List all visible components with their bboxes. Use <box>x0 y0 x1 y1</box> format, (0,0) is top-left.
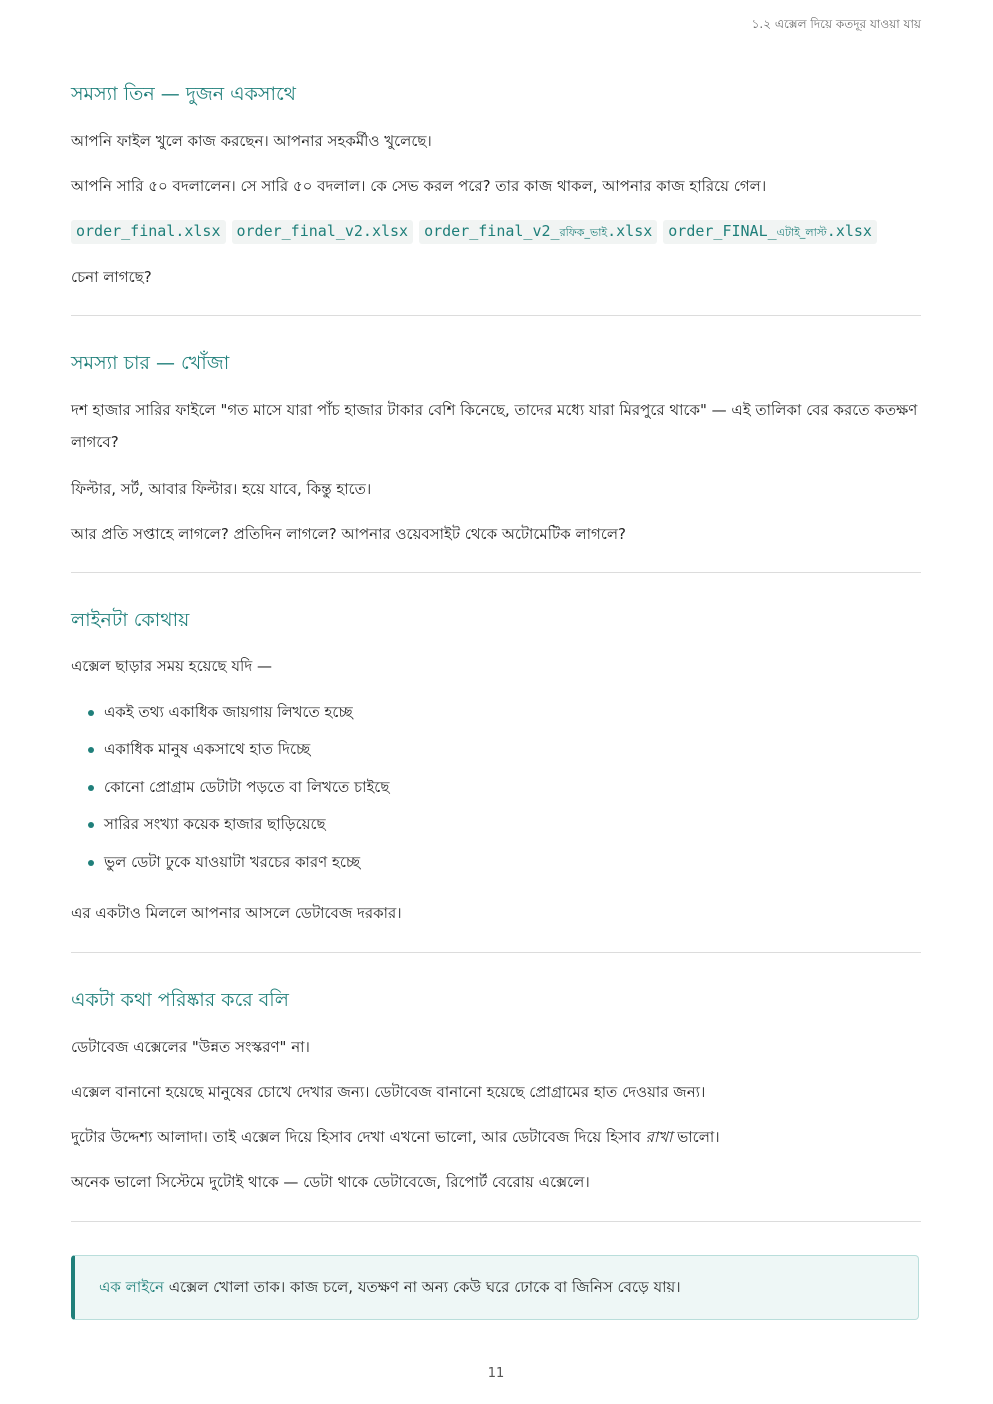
list-item: কোনো প্রোগ্রাম ডেটাটা পড়তে বা লিখতে চাইছে <box>71 769 389 806</box>
criteria-list <box>71 694 389 881</box>
list-item: সারির সংখ্যা কয়েক হাজার ছাড়িয়েছে <box>71 806 389 843</box>
bullet-icon <box>88 860 94 866</box>
paragraph: এক্সেল ছাড়ার সময় হয়েছে যদি — <box>71 657 272 675</box>
list-item: ভুল ডেটা ঢুকে যাওয়াটা খরচের কারণ হচ্ছে <box>71 844 389 881</box>
paragraph: এক্সেল বানানো হয়েছে মানুষের চোখে দেখার জন্য। ডেটাবেজ বানানো হয়েছে প্রোগ্রামের হাত দেওয়ার জন্য। <box>71 1083 706 1101</box>
paragraph: দুটোর উদ্দেশ্য আলাদা। তাই এক্সেল দিয়ে হিসাব দেখা এখনো ভালো, আর ডেটাবেজ দিয়ে হিসাব রাখা ভালো। <box>71 1128 720 1146</box>
list-item: একই তথ্য একাধিক জায়গায় লিখতে হচ্ছে <box>71 694 389 731</box>
section-divider <box>71 952 921 953</box>
filename-chip: order_final_v2_রফিক_ভাই.xlsx <box>419 220 657 244</box>
document-page <box>71 0 921 1404</box>
callout-lead: এক লাইনে <box>99 1278 164 1296</box>
callout-text: এক লাইনে এক্সেল খোলা তাক। কাজ চলে, যতক্ষণ না অন্য কেউ ঘরে ঢোকে বা জিনিস বেড়ে যায়। <box>99 1278 681 1296</box>
paragraph: এর একটাও মিললে আপনার আসলে ডেটাবেজ দরকার। <box>71 904 402 922</box>
summary-callout <box>71 1255 919 1320</box>
filename-chip: order_FINAL_এটাই_লাস্ট.xlsx <box>663 220 877 244</box>
filename-list <box>71 220 877 244</box>
paragraph: চেনা লাগছে? <box>71 268 152 286</box>
paragraph: ডেটাবেজ এক্সেলের "উন্নত সংস্করণ" না। <box>71 1038 310 1056</box>
paragraph: অনেক ভালো সিস্টেমে দুটোই থাকে — ডেটা থাকে ডেটাবেজে, রিপোর্ট বেরোয় এক্সেলে। <box>71 1173 590 1191</box>
paragraph: ফিল্টার, সর্ট, আবার ফিল্টার। হয়ে যাবে, কিন্তু হাতে। <box>71 480 372 498</box>
section-divider <box>71 315 921 316</box>
section-divider <box>71 1221 921 1222</box>
bullet-icon <box>88 710 94 716</box>
filename-chip: order_final_v2.xlsx <box>232 220 414 244</box>
running-header: ১.২ এক্সেল দিয়ে কতদূর যাওয়া যায় <box>751 17 921 31</box>
bullet-icon <box>88 747 94 753</box>
section-heading-problem-three: সমস্যা তিন — দুজন একসাথে <box>71 83 296 105</box>
filename-chip: order_final.xlsx <box>71 220 226 244</box>
section-divider <box>71 572 921 573</box>
section-heading-problem-four: সমস্যা চার — খোঁজা <box>71 352 230 374</box>
bullet-icon <box>88 822 94 828</box>
list-item: একাধিক মানুষ একসাথে হাত দিচ্ছে <box>71 731 389 768</box>
emphasis: রাখা <box>645 1128 673 1146</box>
section-heading-where-is-the-line: লাইনটা কোথায় <box>71 609 190 631</box>
section-heading-clarification: একটা কথা পরিষ্কার করে বলি <box>71 989 289 1011</box>
paragraph: দশ হাজার সারির ফাইলে "গত মাসে যারা পাঁচ হাজার টাকার বেশি কিনেছে, তাদের মধ্যে যারা মিরপুরে থাকে" — এই তালিকা বের করতে কতক্ষণ লাগবে? <box>71 401 918 451</box>
paragraph: আপনি সারি ৫০ বদলালেন। সে সারি ৫০ বদলাল। কে সেভ করল পরে? তার কাজ থাকল, আপনার কাজ হারিয়ে গেল। <box>71 177 767 195</box>
paragraph: আপনি ফাইল খুলে কাজ করছেন। আপনার সহকর্মীও খুলেছে। <box>71 132 432 150</box>
bullet-icon <box>88 785 94 791</box>
paragraph: আর প্রতি সপ্তাহে লাগলে? প্রতিদিন লাগলে? আপনার ওয়েবসাইট থেকে অটোমেটিক লাগলে? <box>71 525 626 543</box>
page-number: 11 <box>487 1366 505 1381</box>
